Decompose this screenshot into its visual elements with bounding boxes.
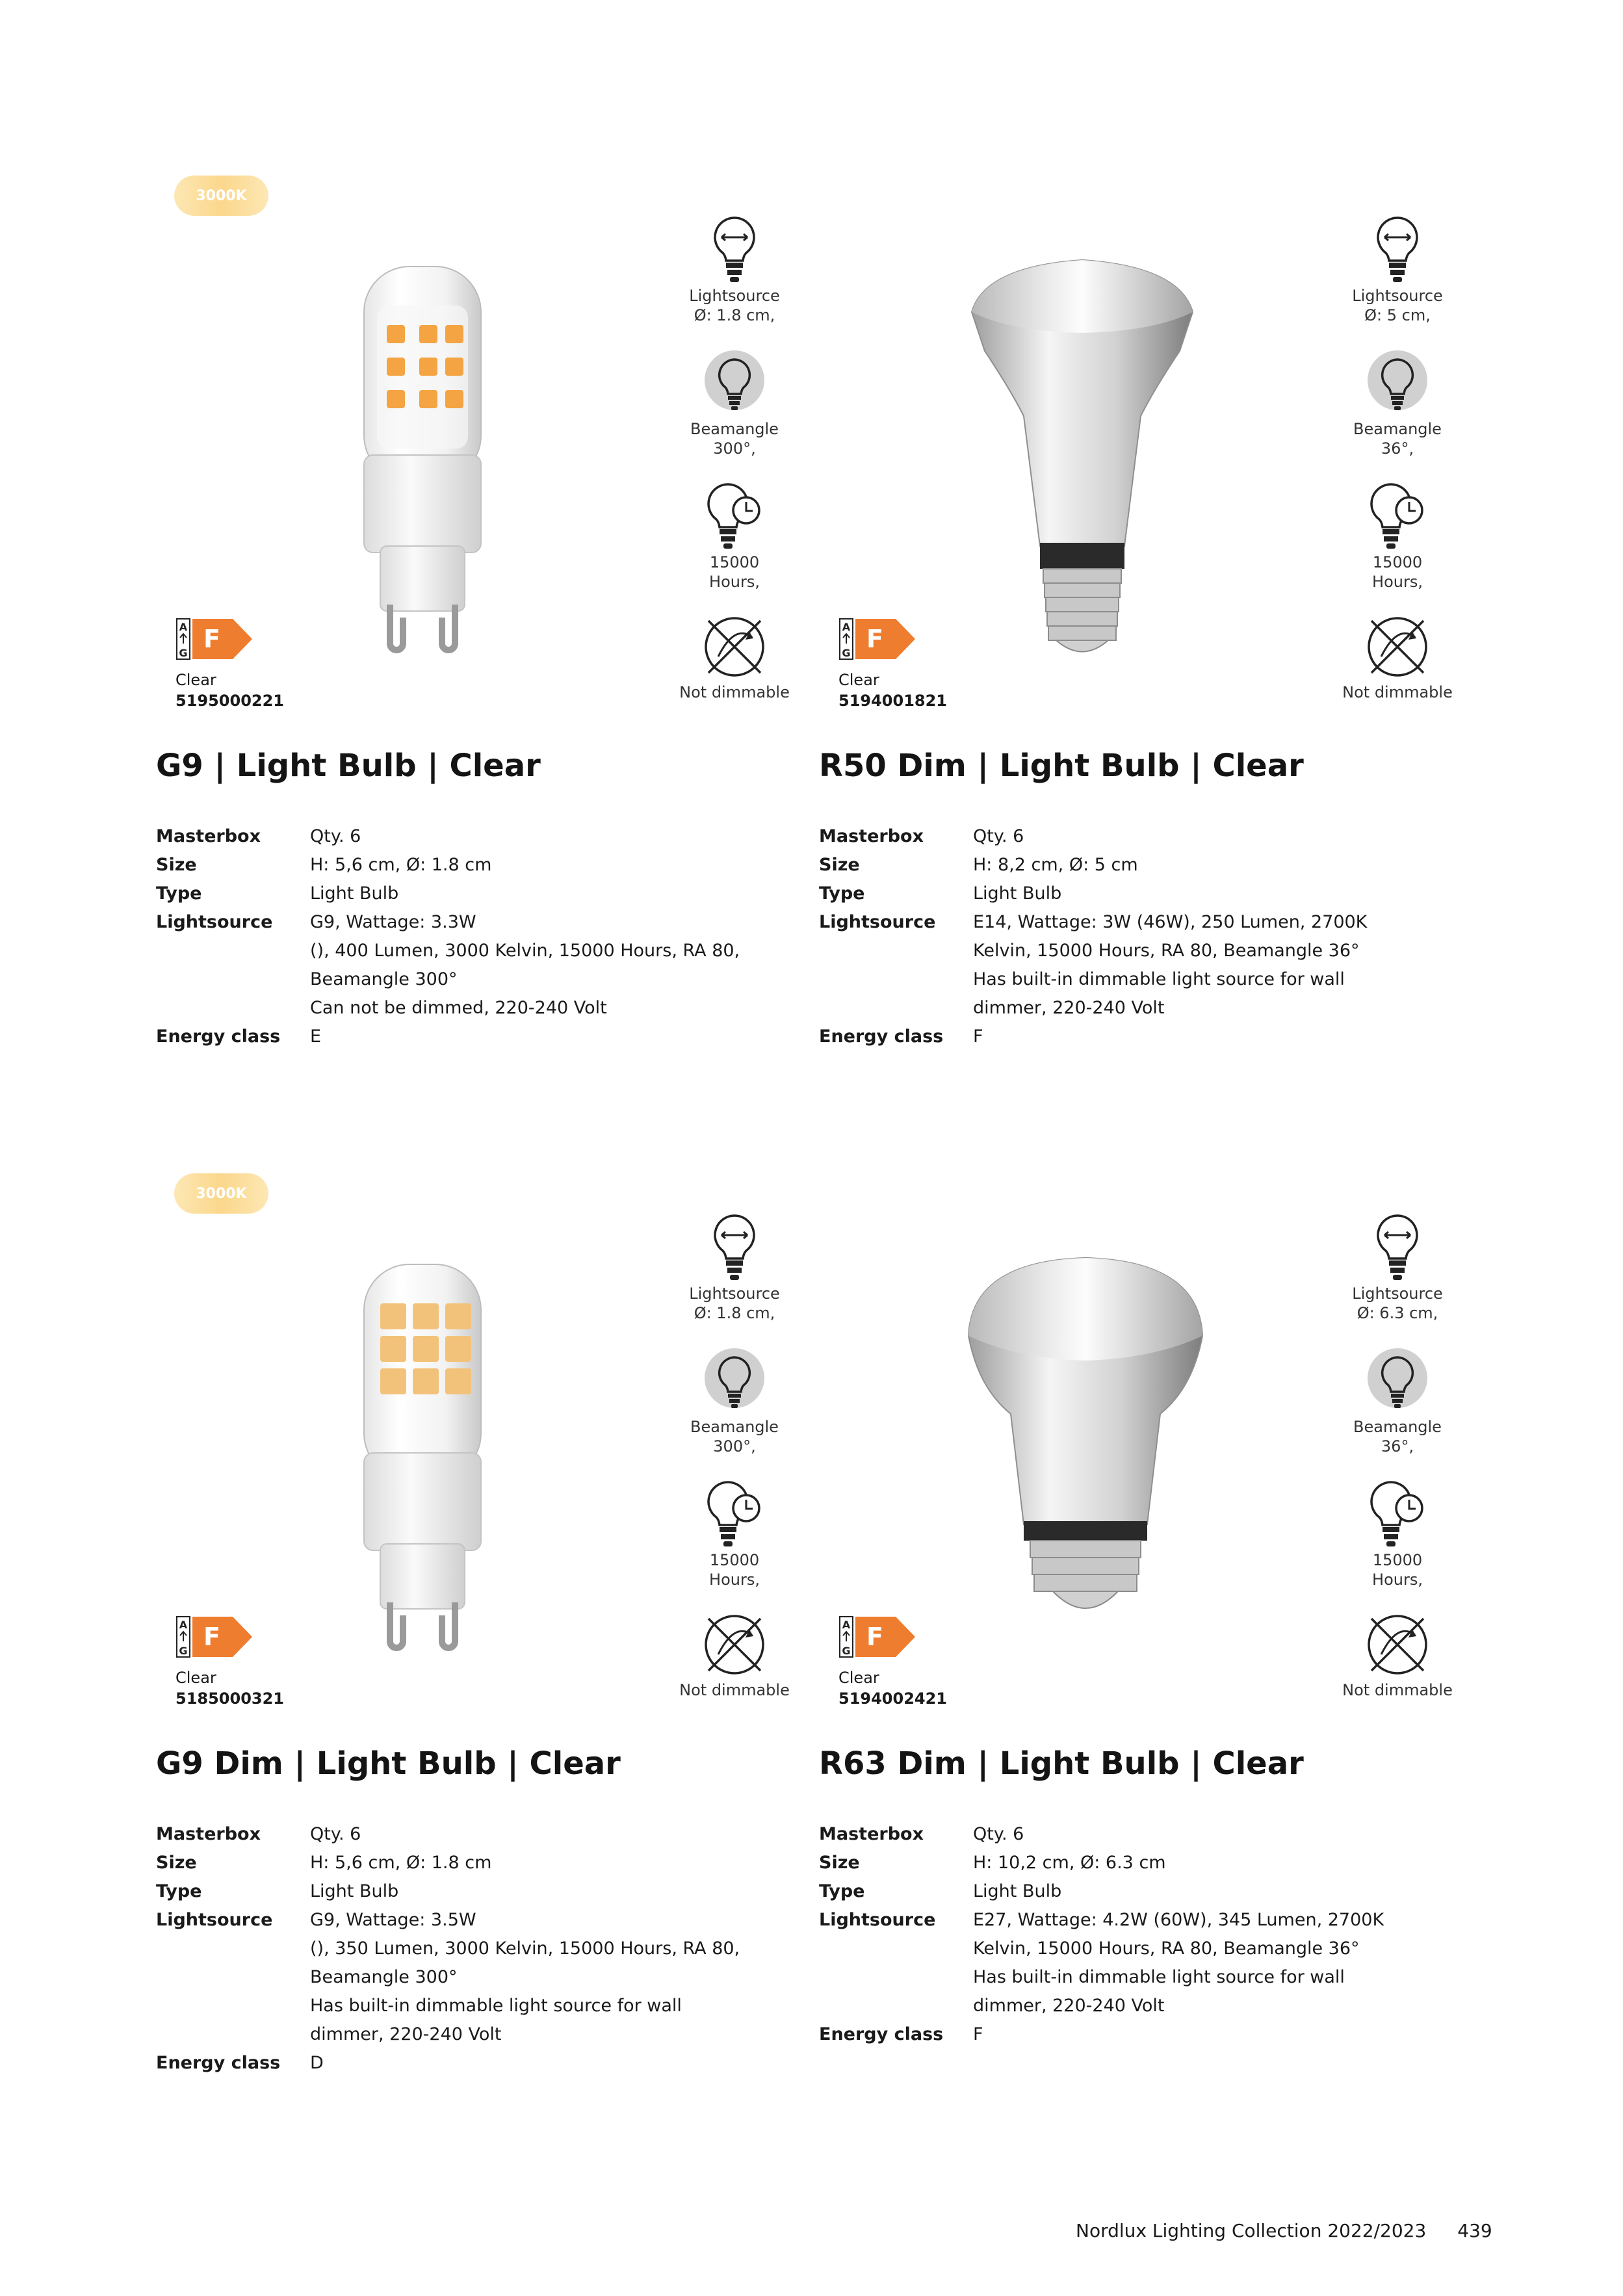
item-number: 5194002421 bbox=[838, 1689, 947, 1708]
spec-row bbox=[156, 908, 806, 1023]
color-temperature-badge: 3000K bbox=[174, 1173, 268, 1214]
dimming-feature bbox=[650, 1609, 819, 1700]
not-dimmable-icon bbox=[699, 1609, 770, 1680]
feature-label: Beamangle bbox=[690, 1418, 779, 1436]
spec-row bbox=[156, 2049, 806, 2078]
spec-value-line: Beamangle 300° bbox=[310, 1967, 458, 1987]
product-photo bbox=[351, 254, 494, 659]
spec-value-line: G9, Wattage: 3.5W bbox=[310, 1910, 476, 1930]
spec-value bbox=[310, 2049, 765, 2078]
feature-label: Hours, bbox=[709, 573, 760, 591]
spec-value-line: dimmer, 220-240 Volt bbox=[973, 998, 1165, 1018]
lifetime-feature bbox=[1313, 481, 1482, 592]
spec-value-line: dimmer, 220-240 Volt bbox=[973, 1996, 1165, 2016]
collection-name: Nordlux Lighting Collection 2022/2023 bbox=[1076, 2220, 1427, 2241]
spec-value bbox=[973, 1023, 1428, 1051]
spec-key: Energy class bbox=[819, 1026, 944, 1047]
spec-key: Lightsource bbox=[156, 912, 273, 932]
item-number: 5195000221 bbox=[175, 692, 284, 710]
feature-label: Beamangle bbox=[1353, 420, 1442, 438]
item-code-block bbox=[838, 670, 947, 711]
spec-row bbox=[156, 880, 806, 908]
energy-label bbox=[838, 1615, 916, 1663]
beamangle-feature bbox=[1313, 1346, 1482, 1456]
lightsource-feature bbox=[650, 215, 819, 325]
spec-value bbox=[973, 1820, 1428, 1849]
spec-table bbox=[819, 822, 1469, 1051]
spec-value bbox=[310, 1023, 765, 1051]
feature-label: Beamangle bbox=[690, 420, 779, 438]
lightsource-feature bbox=[650, 1212, 819, 1323]
spec-value-line: Light Bulb bbox=[973, 883, 1062, 904]
spec-value-line: Beamangle 300° bbox=[310, 969, 458, 989]
g9-dim-bulb-photo bbox=[351, 1251, 494, 1654]
feature-label: Ø: 1.8 cm, bbox=[694, 306, 775, 324]
spec-row bbox=[156, 851, 806, 880]
item-code-block bbox=[175, 670, 284, 711]
spec-value bbox=[973, 908, 1428, 1023]
spec-value-line: D bbox=[310, 2053, 324, 2073]
product-card bbox=[819, 1173, 1469, 2187]
spec-row bbox=[819, 2020, 1469, 2049]
lifetime-feature bbox=[650, 481, 819, 592]
spec-key: Energy class bbox=[156, 1026, 281, 1047]
spec-row bbox=[819, 1023, 1469, 1051]
spec-value-line: F bbox=[973, 1026, 983, 1047]
spec-value bbox=[973, 1877, 1428, 1906]
spec-value-line: Light Bulb bbox=[310, 883, 399, 904]
spec-row bbox=[156, 1023, 806, 1051]
product-photo bbox=[959, 254, 1206, 679]
spec-key: Size bbox=[819, 855, 860, 875]
spec-value bbox=[973, 851, 1428, 880]
spec-value bbox=[973, 1906, 1428, 2020]
spec-key: Masterbox bbox=[156, 826, 261, 846]
energy-scale-bottom: G bbox=[179, 1645, 188, 1657]
spec-value-line: Kelvin, 15000 Hours, RA 80, Beamangle 36° bbox=[973, 941, 1360, 961]
feature-label: Hours, bbox=[709, 1571, 760, 1589]
spec-row bbox=[819, 1820, 1469, 1849]
beamangle-icon bbox=[702, 348, 767, 419]
product-card bbox=[156, 1173, 806, 2187]
lifetime-hours-icon bbox=[1365, 1479, 1430, 1550]
spec-value-line: E bbox=[310, 1026, 322, 1047]
spec-key: Size bbox=[819, 1853, 860, 1873]
feature-label: Ø: 6.3 cm, bbox=[1357, 1304, 1438, 1322]
spec-row bbox=[819, 851, 1469, 880]
feature-label: Ø: 5 cm, bbox=[1364, 306, 1431, 324]
spec-key: Size bbox=[156, 1853, 197, 1873]
spec-row bbox=[819, 908, 1469, 1023]
spec-row bbox=[156, 1820, 806, 1849]
spec-value-line: Light Bulb bbox=[310, 1881, 399, 1901]
spec-value-line: H: 5,6 cm, Ø: 1.8 cm bbox=[310, 855, 492, 875]
spec-value bbox=[973, 880, 1428, 908]
feature-label: Ø: 1.8 cm, bbox=[694, 1304, 775, 1322]
energy-class-letter: F bbox=[203, 625, 220, 653]
product-photo bbox=[351, 1251, 494, 1657]
r63-bulb-photo bbox=[959, 1251, 1212, 1641]
finish-label: Clear bbox=[175, 1669, 216, 1687]
energy-class-letter: F bbox=[203, 1623, 220, 1651]
spec-value-line: H: 10,2 cm, Ø: 6.3 cm bbox=[973, 1853, 1166, 1873]
spec-row bbox=[156, 1849, 806, 1877]
energy-scale-bottom: G bbox=[842, 1645, 851, 1657]
lifetime-feature bbox=[1313, 1479, 1482, 1589]
feature-label: Beamangle bbox=[1353, 1418, 1442, 1436]
not-dimmable-icon bbox=[1362, 1609, 1433, 1680]
feature-label: Lightsource bbox=[1352, 1285, 1443, 1303]
energy-label-graphic bbox=[175, 1615, 253, 1661]
feature-label: 15000 bbox=[709, 1551, 760, 1569]
energy-class-letter: F bbox=[866, 1623, 883, 1651]
beamangle-icon bbox=[702, 1346, 767, 1417]
spec-value-line: H: 8,2 cm, Ø: 5 cm bbox=[973, 855, 1138, 875]
energy-label bbox=[838, 618, 916, 666]
energy-label bbox=[175, 1615, 253, 1663]
dimming-feature bbox=[1313, 611, 1482, 702]
feature-label: 300°, bbox=[713, 1437, 756, 1455]
lightsource-feature bbox=[1313, 215, 1482, 325]
spec-key: Energy class bbox=[819, 2024, 944, 2044]
spec-value bbox=[310, 1906, 765, 2049]
product-photo bbox=[959, 1251, 1212, 1644]
spec-value-line: Qty. 6 bbox=[973, 826, 1024, 846]
spec-value bbox=[310, 1877, 765, 1906]
beamangle-icon bbox=[1365, 1346, 1430, 1417]
spec-value bbox=[973, 1849, 1428, 1877]
spec-value bbox=[973, 2020, 1428, 2049]
item-code-block bbox=[175, 1667, 284, 1709]
spec-key: Masterbox bbox=[819, 1824, 924, 1844]
spec-table bbox=[156, 822, 806, 1051]
spec-row bbox=[819, 1906, 1469, 2020]
spec-value-line: E27, Wattage: 4.2W (60W), 345 Lumen, 2700K bbox=[973, 1910, 1384, 1930]
feature-label: Lightsource bbox=[1352, 287, 1443, 305]
r50-bulb-photo bbox=[959, 254, 1206, 676]
product-card bbox=[819, 176, 1469, 1190]
energy-scale-top: A bbox=[179, 1619, 188, 1631]
spec-key: Energy class bbox=[156, 2053, 281, 2073]
energy-scale-bottom: G bbox=[179, 647, 188, 659]
feature-label: 15000 bbox=[1372, 553, 1423, 571]
spec-key: Type bbox=[819, 883, 865, 904]
spec-value-line: dimmer, 220-240 Volt bbox=[310, 2024, 502, 2044]
lightsource-icon bbox=[1375, 215, 1420, 286]
feature-label: 36°, bbox=[1381, 1437, 1414, 1455]
lifetime-hours-icon bbox=[702, 1479, 767, 1550]
lightsource-icon bbox=[1375, 1212, 1420, 1284]
finish-label: Clear bbox=[175, 671, 216, 689]
spec-row bbox=[156, 1906, 806, 2049]
lightsource-feature bbox=[1313, 1212, 1482, 1323]
spec-value-line: E14, Wattage: 3W (46W), 250 Lumen, 2700K bbox=[973, 912, 1368, 932]
spec-value-line: (), 400 Lumen, 3000 Kelvin, 15000 Hours, RA 80, bbox=[310, 941, 740, 961]
spec-value-line: H: 5,6 cm, Ø: 1.8 cm bbox=[310, 1853, 492, 1873]
spec-key: Size bbox=[156, 855, 197, 875]
lifetime-hours-icon bbox=[1365, 481, 1430, 553]
beamangle-feature bbox=[1313, 348, 1482, 458]
not-dimmable-icon bbox=[1362, 611, 1433, 683]
spec-value bbox=[310, 1820, 765, 1849]
spec-value-line: G9, Wattage: 3.3W bbox=[310, 912, 476, 932]
spec-row bbox=[156, 822, 806, 851]
spec-value bbox=[310, 851, 765, 880]
finish-label: Clear bbox=[838, 1669, 879, 1687]
spec-key: Masterbox bbox=[819, 826, 924, 846]
energy-scale-top: A bbox=[842, 621, 851, 633]
page-number: 439 bbox=[1457, 2220, 1492, 2241]
feature-label: 300°, bbox=[713, 439, 756, 458]
spec-value bbox=[310, 822, 765, 851]
feature-label: 15000 bbox=[709, 553, 760, 571]
finish-label: Clear bbox=[838, 671, 879, 689]
feature-label: Hours, bbox=[1372, 573, 1423, 591]
energy-label-graphic bbox=[838, 1615, 916, 1661]
product-title: G9 | Light Bulb | Clear bbox=[156, 748, 541, 784]
energy-label bbox=[175, 618, 253, 666]
spec-value-line: (), 350 Lumen, 3000 Kelvin, 15000 Hours, RA 80, bbox=[310, 1938, 740, 1959]
item-code-block bbox=[838, 1667, 947, 1709]
energy-scale-top: A bbox=[179, 621, 188, 633]
spec-key: Lightsource bbox=[819, 1910, 936, 1930]
lightsource-icon bbox=[712, 1212, 757, 1284]
spec-key: Lightsource bbox=[156, 1910, 273, 1930]
feature-label: 36°, bbox=[1381, 439, 1414, 458]
spec-key: Lightsource bbox=[819, 912, 936, 932]
spec-key: Type bbox=[156, 883, 202, 904]
spec-value bbox=[310, 1849, 765, 1877]
dimming-feature bbox=[1313, 1609, 1482, 1700]
color-temperature-badge: 3000K bbox=[174, 176, 268, 216]
energy-label-graphic bbox=[838, 618, 916, 663]
lifetime-hours-icon bbox=[702, 481, 767, 553]
feature-label: Not dimmable bbox=[679, 683, 790, 701]
beamangle-feature bbox=[650, 1346, 819, 1456]
spec-value-line: Qty. 6 bbox=[973, 1824, 1024, 1844]
g9-bulb-photo bbox=[351, 254, 494, 657]
spec-row bbox=[819, 880, 1469, 908]
product-title: R50 Dim | Light Bulb | Clear bbox=[819, 748, 1304, 784]
feature-label: Lightsource bbox=[689, 1285, 780, 1303]
beamangle-feature bbox=[650, 348, 819, 458]
feature-label: Not dimmable bbox=[1342, 1681, 1453, 1699]
not-dimmable-icon bbox=[699, 611, 770, 683]
lightsource-icon bbox=[712, 215, 757, 286]
feature-label: 15000 bbox=[1372, 1551, 1423, 1569]
spec-table bbox=[156, 1820, 806, 2078]
product-title: R63 Dim | Light Bulb | Clear bbox=[819, 1745, 1304, 1782]
spec-row bbox=[156, 1877, 806, 1906]
spec-value-line: Qty. 6 bbox=[310, 1824, 361, 1844]
energy-class-letter: F bbox=[866, 625, 883, 653]
spec-table bbox=[819, 1820, 1469, 2049]
spec-row bbox=[819, 1877, 1469, 1906]
lifetime-feature bbox=[650, 1479, 819, 1589]
beamangle-icon bbox=[1365, 348, 1430, 419]
energy-scale-bottom: G bbox=[842, 647, 851, 659]
item-number: 5194001821 bbox=[838, 692, 947, 710]
feature-label: Lightsource bbox=[689, 287, 780, 305]
spec-value-line: Qty. 6 bbox=[310, 826, 361, 846]
spec-value-line: Has built-in dimmable light source for wall bbox=[310, 1996, 682, 2016]
spec-value bbox=[310, 908, 765, 1023]
item-number: 5185000321 bbox=[175, 1689, 284, 1708]
spec-value-line: Has built-in dimmable light source for wall bbox=[973, 969, 1345, 989]
spec-key: Type bbox=[819, 1881, 865, 1901]
spec-key: Masterbox bbox=[156, 1824, 261, 1844]
product-card bbox=[156, 176, 806, 1190]
energy-scale-top: A bbox=[842, 1619, 851, 1631]
spec-row bbox=[819, 822, 1469, 851]
feature-label: Not dimmable bbox=[1342, 683, 1453, 701]
spec-value bbox=[973, 822, 1428, 851]
spec-value bbox=[310, 880, 765, 908]
page-footer bbox=[1076, 2220, 1492, 2241]
spec-value-line: Has built-in dimmable light source for wall bbox=[973, 1967, 1345, 1987]
spec-value-line: F bbox=[973, 2024, 983, 2044]
product-title: G9 Dim | Light Bulb | Clear bbox=[156, 1745, 621, 1782]
spec-value-line: Can not be dimmed, 220-240 Volt bbox=[310, 998, 607, 1018]
energy-label-graphic bbox=[175, 618, 253, 663]
spec-value-line: Kelvin, 15000 Hours, RA 80, Beamangle 36° bbox=[973, 1938, 1360, 1959]
dimming-feature bbox=[650, 611, 819, 702]
feature-label: Not dimmable bbox=[679, 1681, 790, 1699]
spec-key: Type bbox=[156, 1881, 202, 1901]
feature-label: Hours, bbox=[1372, 1571, 1423, 1589]
spec-row bbox=[819, 1849, 1469, 1877]
spec-value-line: Light Bulb bbox=[973, 1881, 1062, 1901]
